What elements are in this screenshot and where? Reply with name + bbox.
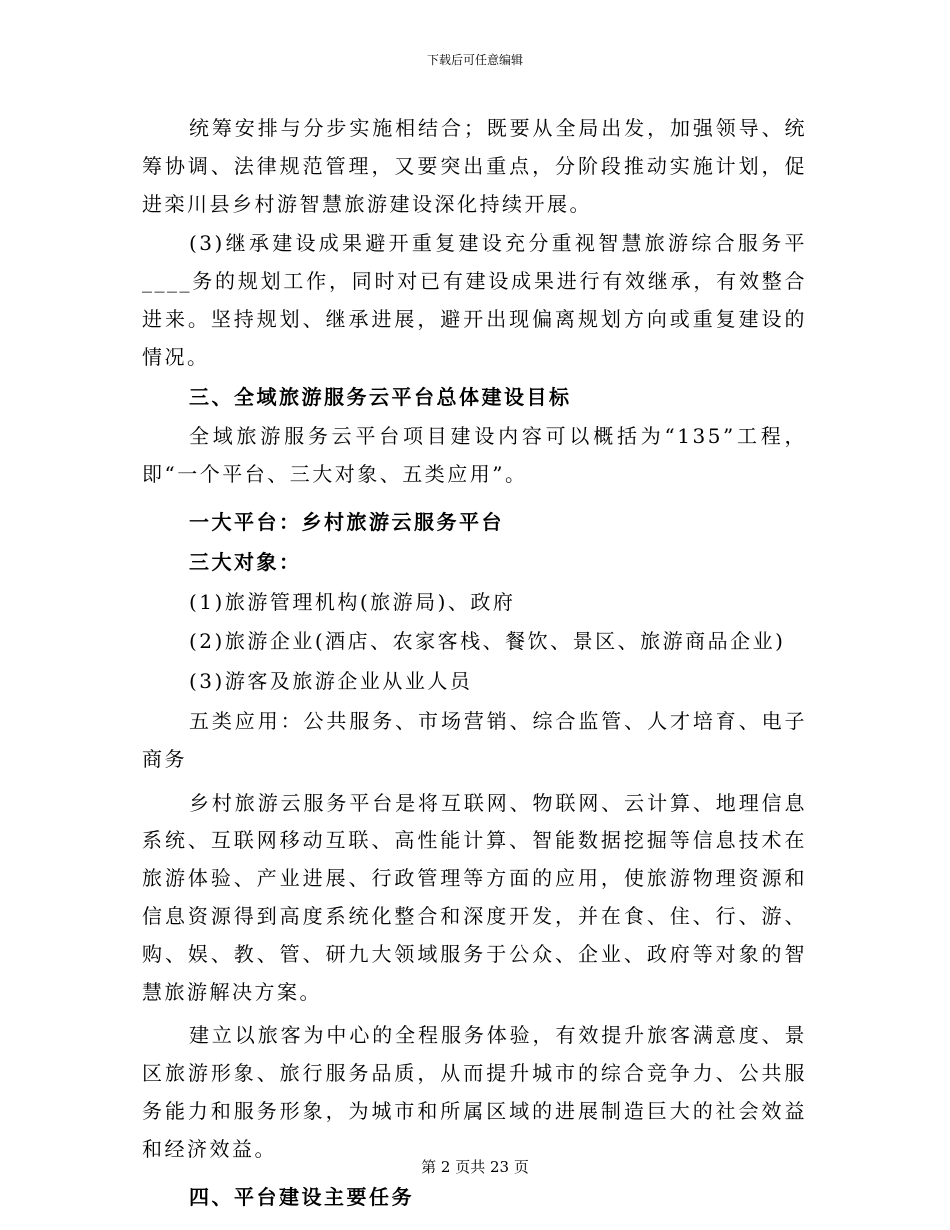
paragraph-overview: 全域旅游服务云平台项目建设内容可以概括为“135”工程，即“一个平台、三大对象、五类应用”。	[142, 424, 807, 487]
document-body	[142, 110, 807, 1216]
platform-heading: 一大平台：乡村旅游云服务平台	[189, 509, 504, 534]
applications-paragraph: 五类应用：公共服务、市场营销、综合监管、人才培育、电子商务	[142, 708, 807, 771]
object-item-2: (2)旅游企业(酒店、农家客栈、餐饮、景区、旅游商品企业)	[189, 629, 786, 654]
object-item-3: (3)游客及旅游企业从业人员	[189, 669, 473, 694]
paragraph-item-3: (3)继承建设成果避开重复建设充分重视智慧旅游综合服务平____务的规划工作，同时对已有建设成果进行有效继承，有效整合进来。坚持规划、继承进展，避开出现偏离规划方向或重复建设的情况。	[142, 231, 807, 369]
section-heading-3: 三、全域旅游服务云平台总体建设目标	[189, 384, 572, 409]
object-item-1: (1)旅游管理机构(旅游局)、政府	[189, 589, 516, 614]
service-experience-paragraph: 建立以旅客为中心的全程服务体验，有效提升旅客满意度、景区旅游形象、旅行服务品质，从而提升城市的综合竞争力、公共服务能力和服务形象，为城市和所属区域的进展制造巨大的社会效益和经济效益。	[142, 1023, 807, 1161]
objects-heading: 三大对象：	[189, 549, 302, 574]
paragraph-continuation: 统筹安排与分步实施相结合；既要从全局出发，加强领导、统筹协调、法律规范管理，又要突出重点，分阶段推动实施计划，促进栾川县乡村游智慧旅游建设深化持续开展。	[142, 116, 807, 216]
page-header: 下载后可任意编辑	[426, 53, 523, 67]
page-footer: 第 2 页共 23 页	[421, 1158, 529, 1176]
platform-description: 乡村旅游云服务平台是将互联网、物联网、云计算、地理信息系统、互联网移动互联、高性能计算、智能数据挖掘等信息技术在旅游体验、产业进展、行政管理等方面的应用，使旅游物理资源和信息资源得到高度系统化整合和深度开发，并在食、住、行、游、购、娱、教、管、研九大领域服务于公众、企业、政府等对象的智慧旅游解决方案。	[142, 790, 807, 1004]
section-heading-4: 四、平台建设主要任务	[189, 1184, 414, 1209]
